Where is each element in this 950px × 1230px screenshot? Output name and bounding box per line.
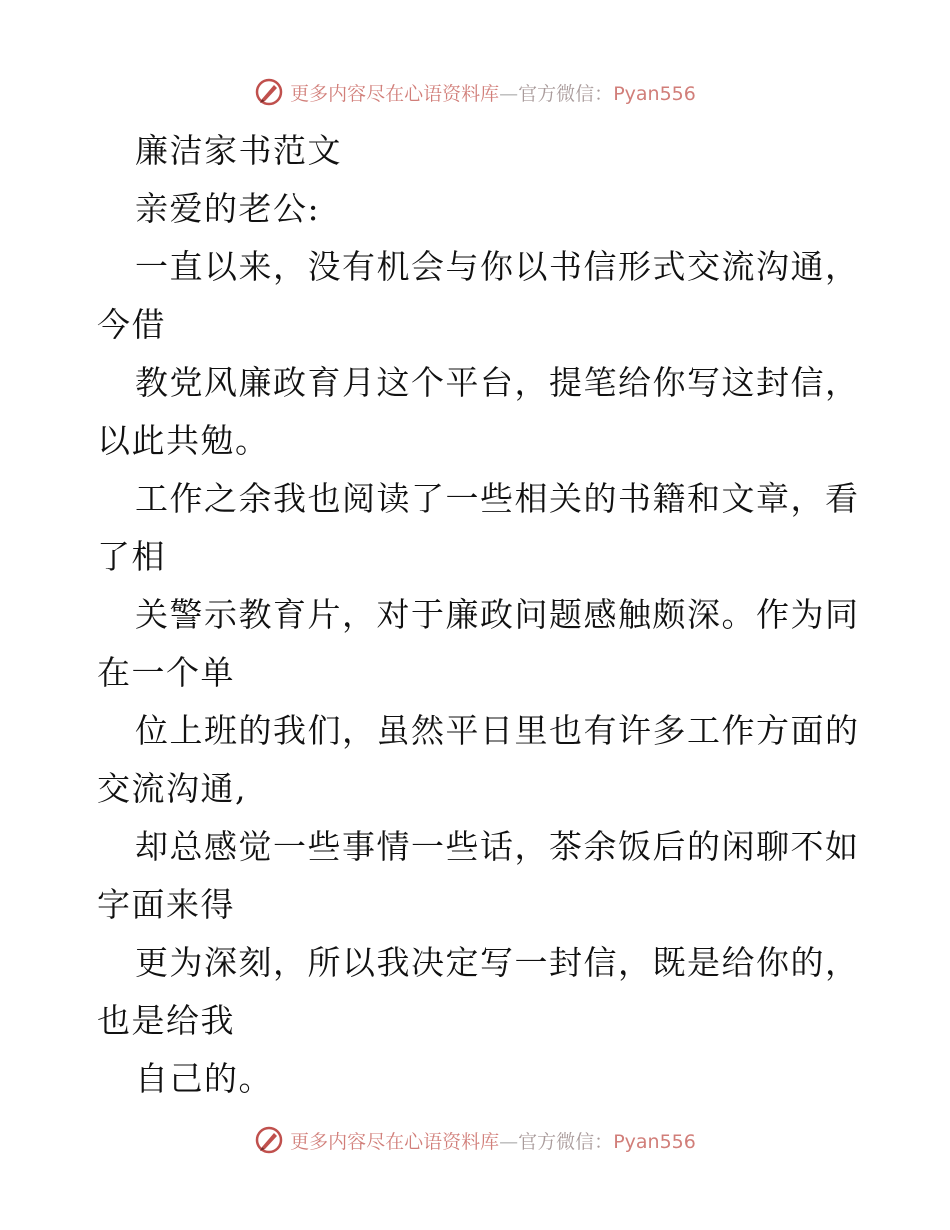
banner-site-name: 更多内容尽在心语资料库	[290, 1130, 500, 1153]
banner-official-label: 官方微信：	[518, 82, 614, 105]
paragraph-line: 也是给我	[97, 1001, 235, 1040]
paragraph-line: 自己的。	[135, 1059, 273, 1098]
paragraph-line: 交流沟通,	[97, 769, 247, 808]
pen-circle-logo-icon	[254, 77, 284, 107]
banner-official-label: 官方微信：	[518, 1130, 614, 1153]
banner-dash: —	[499, 1130, 519, 1153]
banner-text	[290, 79, 696, 106]
pen-circle-logo-icon	[254, 1125, 284, 1155]
paragraph-line: 一直以来，没有机会与你以书信形式交流沟通，	[135, 247, 860, 286]
paragraph-line: 今借	[97, 305, 166, 344]
header-banner	[0, 72, 950, 112]
paragraph-line: 以此共勉。	[97, 421, 270, 460]
document-title: 廉洁家书范文	[135, 131, 342, 170]
paragraph-line: 却总感觉一些事情一些话，茶余饭后的闲聊不如	[135, 827, 860, 866]
paragraph-line: 字面来得	[97, 885, 235, 924]
paragraph-line: 在一个单	[97, 653, 235, 692]
paragraph-line: 位上班的我们，虽然平日里也有许多工作方面的	[135, 711, 860, 750]
salutation: 亲爱的老公:	[135, 189, 321, 228]
paragraph-line: 工作之余我也阅读了一些相关的书籍和文章，看	[135, 479, 860, 518]
paragraph-line: 更为深刻，所以我决定写一封信，既是给你的，	[135, 943, 860, 982]
banner-wechat-id: Pyan556	[613, 1130, 696, 1153]
footer-banner	[0, 1120, 950, 1160]
banner-text	[290, 1127, 696, 1154]
paragraph-line: 教党风廉政育月这个平台，提笔给你写这封信，	[135, 363, 860, 402]
document-body	[97, 122, 860, 1108]
paragraph-line: 关警示教育片，对于廉政问题感触颇深。作为同	[135, 595, 860, 634]
banner-site-name: 更多内容尽在心语资料库	[290, 82, 500, 105]
banner-wechat-id: Pyan556	[613, 82, 696, 105]
paragraph-line: 了相	[97, 537, 166, 576]
banner-dash: —	[499, 82, 519, 105]
